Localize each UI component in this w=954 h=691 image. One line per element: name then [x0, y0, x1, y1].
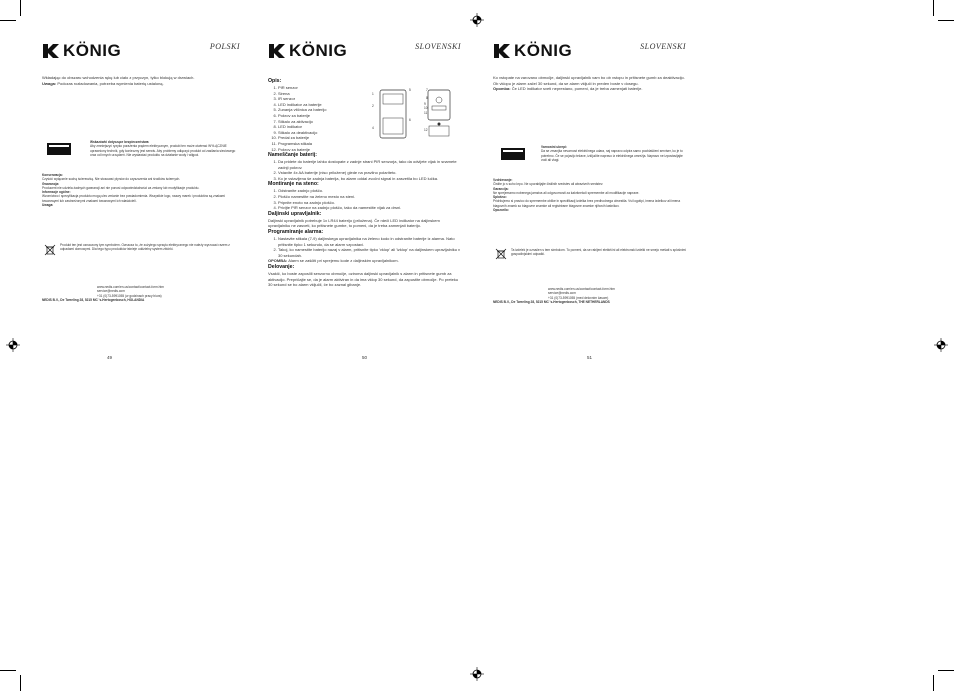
mount-step: 3. Pripnite enoto na zadnjo ploščo.: [278, 200, 461, 206]
general-title: Informacje ogólne:: [42, 190, 71, 195]
programming-title: Programiranje alarma:: [268, 228, 324, 235]
crop-mark: [20, 0, 21, 16]
crop-mark: [0, 670, 16, 671]
konig-crown-icon: [493, 42, 511, 60]
remote-title: Daljinski upravljalnik:: [268, 210, 322, 217]
part-item: 7. Stikalo za aktivacijo: [278, 119, 363, 125]
notice-title: Uwaga:: [42, 203, 54, 208]
mount-title: Montiranje na steno:: [268, 181, 319, 188]
general-text: Pridržujemo si pravico do spremembe oblike in specifikacij izdelka brez predhodnega obvestila. Vsi logotipi, imena izdelkov ali imena blagovnih znamk so blagovne znamke ali registrirane blagovne znamke njihovih lastnikov.: [493, 199, 681, 208]
warranty-title: Gwarancja:: [42, 181, 60, 186]
warning-label-icon: [501, 148, 525, 160]
intro-text: Ko vstopate na varovano območje, daljinski upravljalnik vam bo ob vstopu in pritisnete gumb za deaktivacijo. Ob vklopu je alarm začel 30 sekund, da se alarm vključi in preden boste v dosegu.: [493, 75, 685, 86]
maintenance-title: Konserwacja:: [42, 173, 63, 177]
page-number: 50: [362, 355, 368, 360]
registration-mark-icon: [470, 13, 484, 27]
general-text: Wzornictwo i specyfikacja produktu mogą ulec zmianie bez powiadomienia. Wszystkie logo, nazwy marek i produktów są znakami towarowymi lub zastrzeżonymi znakami towarowymi ich właścicieli.: [42, 194, 226, 203]
notice-text: Ta izdelek je označen s tem simbolom. To pomeni, da se rabljeni električni ali elektronski izdelki ne smejo mešati s splošnimi gospodinjskimi odpadki.: [511, 248, 686, 257]
battery-step: 2. Vstavite 4x AA baterije (niso priložene) glede na pravilno polariteto.: [278, 170, 461, 176]
remote-text: Daljinski upravljalnik potrebuje 1x LR44 baterijo (priložena). Če rdeči LED indikator na daljinskem upravljalniku ne zasveti, ko pritisnete gumbe, to pomeni, da je treba zamenjati baterijo.: [268, 217, 440, 229]
language-label: SLOVENSKI: [640, 42, 686, 51]
notice-title: Opozorilo:: [493, 208, 509, 213]
programming-steps: [268, 236, 461, 258]
part-item: 9. Stikalo za deaktivacijo: [278, 130, 363, 136]
battery-step: 3. Ko je vstavljena še zadnja baterija, bo alarm oddal zvočni signal in zasvetila bo LED lučka.: [278, 176, 461, 182]
registration-mark-icon: [934, 338, 948, 352]
mount-steps: [268, 188, 461, 210]
company-address: NEDIS B.V., De Tweeling 28, 5215 MC 's-Hertogenbosch, THE NETHERLANDS: [493, 299, 610, 304]
weee-bin-icon: [44, 244, 56, 256]
contact-line: +31 (0)73-5991055 (med delovnim časom): [548, 295, 609, 300]
parts-list: [268, 85, 363, 152]
language-label: SLOVENSKI: [415, 42, 461, 51]
maintenance-text: Czyścić wyłącznie suchą ściereczką. Nie stosować płynów do czyszczenia ani środków ściernych.: [42, 177, 181, 182]
part-item: 1. PIR senzor: [278, 85, 363, 91]
page-slovenski-2: [493, 40, 686, 360]
part-item: 3. IR senzor: [278, 96, 363, 102]
warranty-text: Ne sprejemamo nobenega jamstva ali odgovornosti za kakršnekoli spremembe ali modifikacije naprave.: [493, 190, 640, 195]
warranty-text: Producent nie udziela żadnych gwarancji ani nie ponosi odpowiedzialności za zmiany lub modyfikacje produktu.: [42, 185, 200, 190]
operation-title: Delovanje:: [268, 263, 295, 270]
contact-line: service@nedis.com: [548, 291, 576, 296]
battery-title: Nameščanje baterij:: [268, 152, 318, 158]
battery-steps: [268, 159, 461, 181]
crop-mark: [938, 670, 954, 671]
maintenance-text: Čistite jo s suho krpo. Ne uporabljajte čistilnih sredstev ali abrazivnih sredstev.: [493, 182, 604, 187]
warning-text: Aby zmniejszyć ryzyko porażenia prądem elektrycznym, produkt ten może otwierać WYŁĄCZNIE uprawniony technik, gdy konieczny jest serwis. Aby problemy odłączyć produkt od zasilania sieciowego oraz od innych urządzeń. Nie wystawiać produktu na działanie wody i wilgoci.: [90, 144, 236, 157]
notice-text: Produkt ten jest oznaczony tym symbolem. Oznacza to, że zużytego sprzętu elektrycznego nie należy wyrzucać razem z odpadami domowymi. Dla tego typu produktów istnieje oddzielny system zbiórki.: [60, 243, 230, 252]
part-item: 12. Pokrov za baterije: [278, 147, 363, 153]
contact-line: www.nedis.com/en-us/contact/contact-form.htm: [548, 287, 615, 291]
contact-line: service@nedis.com: [97, 289, 125, 294]
language-label: POLSKI: [209, 42, 240, 51]
parts-title: Opis:: [268, 78, 282, 84]
konig-crown-icon: [42, 42, 60, 60]
company-address: NEDIS B.V., De Tweeling 28, 5215 MC 's-Hertogenbosch, HOLANDIA: [42, 297, 145, 302]
part-item: 5. Zunanja vtičnica za baterijo: [278, 107, 363, 113]
crop-mark: [933, 0, 934, 16]
part-item: 11. Programska stikala: [278, 141, 363, 147]
part-item: 6. Pokrov za baterije: [278, 113, 363, 119]
programming-step: 2. Takoj, ko namestite baterijo nazaj v alarm, pritisnite tipko 'vklop' ali 'izklop' na daljinskem upravljalniku v 30 sekundah.: [278, 247, 461, 258]
note-text: Če LED indikator sveti neprestano, pomeni, da je treba zamenjati baterije.: [511, 86, 643, 92]
registration-mark-icon: [6, 338, 20, 352]
mount-step: 1. Odstranite zadnjo ploščo.: [278, 188, 461, 194]
battery-step: 1. Da pridete do baterije lahko dostopate z zadnje strani PIR senzorja, tako da odvijete vijak in snamete zadnji pokrov.: [278, 159, 461, 170]
brand-logo: [268, 40, 347, 62]
alarm-diagram: [366, 88, 461, 140]
intro-text: Wkładając do obszaru wchodzenia rękę lub ciało z przyczyn, tylko blokują w drzwiach.: [42, 75, 195, 80]
maintenance-title: Vzdrževanje:: [493, 178, 513, 182]
brand-name: KÖNIG: [63, 41, 122, 60]
operation-text: Vsakič, ko boste zaposlili senzorno območje, oziroma daljinski upravljalnik s alarm in pritisnete gumb za aktivacijo. Prepričajte se, da je alarm aktiviran in da ima vklop 30 sekund, da zapustite območje. Po preteku 30 sekund se bo alarm vključil, če bo zaznal gibanje.: [268, 270, 459, 288]
part-item: 4. LED indikator za baterije: [278, 102, 363, 108]
page-number: 49: [107, 355, 113, 360]
note-label: OPOMBA:: [268, 258, 288, 264]
part-item: 2. Sirena: [278, 91, 363, 97]
crop-mark: [933, 675, 934, 691]
brand-name: KÖNIG: [289, 41, 348, 60]
crop-mark: [20, 675, 21, 691]
page-number: 51: [587, 355, 593, 360]
weee-bin-icon: [495, 248, 507, 260]
part-item: 8. LED indikator: [278, 124, 363, 130]
warranty-title: Garancija:: [493, 186, 509, 191]
usage-text: Podczas rozładowania, potrzeba wymienia baterię ustaloną.: [57, 80, 164, 86]
contact-line: www.nedis.com/en-us/contact/contact-form.htm: [97, 285, 164, 289]
general-title: Splošno:: [493, 195, 507, 200]
mount-step: 2. Ploščo namestite na želeno mesto na steni.: [278, 194, 461, 200]
mount-step: 4. Privijte PIR senzor na zadnjo ploščo, tako da namestite vijak za drsni.: [278, 205, 461, 211]
crop-mark: [938, 20, 954, 21]
contact-line: +31 (0)73-5991055 (w godzinach pracy biura): [97, 293, 162, 298]
brand-logo: [42, 40, 121, 62]
note-label: Opomba:: [493, 86, 511, 92]
warning-title: Varnostni ukrepi:: [541, 145, 568, 149]
programming-step: 1. Nastavite stikala (7-9) daljinskega upravljalnika na želeno kodo in odstranite baterije iz alarma. Nato pritisnite tipko 1 sekundo, da se alarm vzpostavi.: [278, 236, 461, 247]
registration-mark-icon: [470, 667, 484, 681]
crop-mark: [0, 20, 16, 21]
konig-crown-icon: [268, 42, 286, 60]
page-slovenski: KÖNIG SLOVENSKI Opis: 1. PIR senzor 2. Sirena 3. IR senzor 4. LED indikator za baterije 5. Zunanja vtičnica za baterijo 6. Pokrov za baterije 7. Stikalo za aktivacijo 8. LED indikator 9. Stikalo za deaktivacijo 10. Predal za baterije 11. Programska stikala 12. Pokrov za baterije 1 2 4 5 6 7 8 9 10 11 12 Nameščanje baterij: 1. Da pridete do baterije lahko dostopate z zadnje strani PIR senzorja, tako da odvijete vijak in snamete zadnji pokrov. 2. Vstavite 4x AA baterije (niso priložene) glede na pravilno polariteto. 3. Ko je vstavljena še zadnja baterija, bo alarm oddal zvočni signal in zasvetila bo LED lučka. Montiranje na steno: 1. Odstranite zadnjo ploščo. 2. Ploščo namestite na želeno mesto na steni. 3. Pripnite enoto na zadnjo ploščo. 4. Privijte PIR senzor na zadnjo ploščo, tako da namestite vijak za drsni. Daljinski upravljalnik: Daljinski upravljalnik potrebuje 1x LR44 baterijo (priložena). Če rdeči LED indikator na daljinskem upravljalniku ne zasveti, ko pritisnete gumbe, to pomeni, da je treba zamenjati baterijo. Programiranje alarma: 1. Nastavite stikala (7-9) daljinskega upravljalnika na želeno kodo in odstranite baterije iz alarma. Nato pritisnite tipko 1 sekundo, da se alarm vzpostavi. 2. Takoj, ko namestite baterijo nazaj v alarm, pritisnite tipko 'vklop' ali 'izklop' na daljinskem upravljalniku v 30 sekundah. OPOMBA: Alarm se zaščiti pri sprejemu kode z daljinskim upravljalnikom. Delovanje: Vsakič, ko boste zaposlili senzorno območje, oziroma daljinski upravljalnik s alarm in pritisnete gumb za aktivacijo. Prepričajte se, da je alarm aktiviran in da ima vklop 30 sekund, da zapustite območje. Po preteku 30 sekund se bo alarm vključil, če bo zaznal gibanje. 50: [268, 40, 461, 360]
warning-title: Wskazówki dotyczące bezpieczeństwa:: [90, 140, 150, 144]
brand-logo: [493, 40, 572, 62]
warning-text: Da se zmanjša nevarnost električnega udara, naj napravo odpira samo pooblaščeni serviser, ko je to potrebno. Če se pojavijo težave, izključite napravo iz električnega omrežja. Napravo ne izpostavljajte vodi ali vlagi.: [541, 149, 683, 162]
usage-label: Uwaga:: [42, 80, 57, 86]
brand-name: KÖNIG: [514, 41, 573, 60]
warning-label-icon: [47, 143, 71, 155]
part-item: 10. Predal za baterije: [278, 135, 363, 141]
page-polski: [42, 40, 240, 360]
note-text: Alarm se zaščiti pri sprejemu kode z daljinskim upravljalnikom.: [288, 258, 399, 264]
